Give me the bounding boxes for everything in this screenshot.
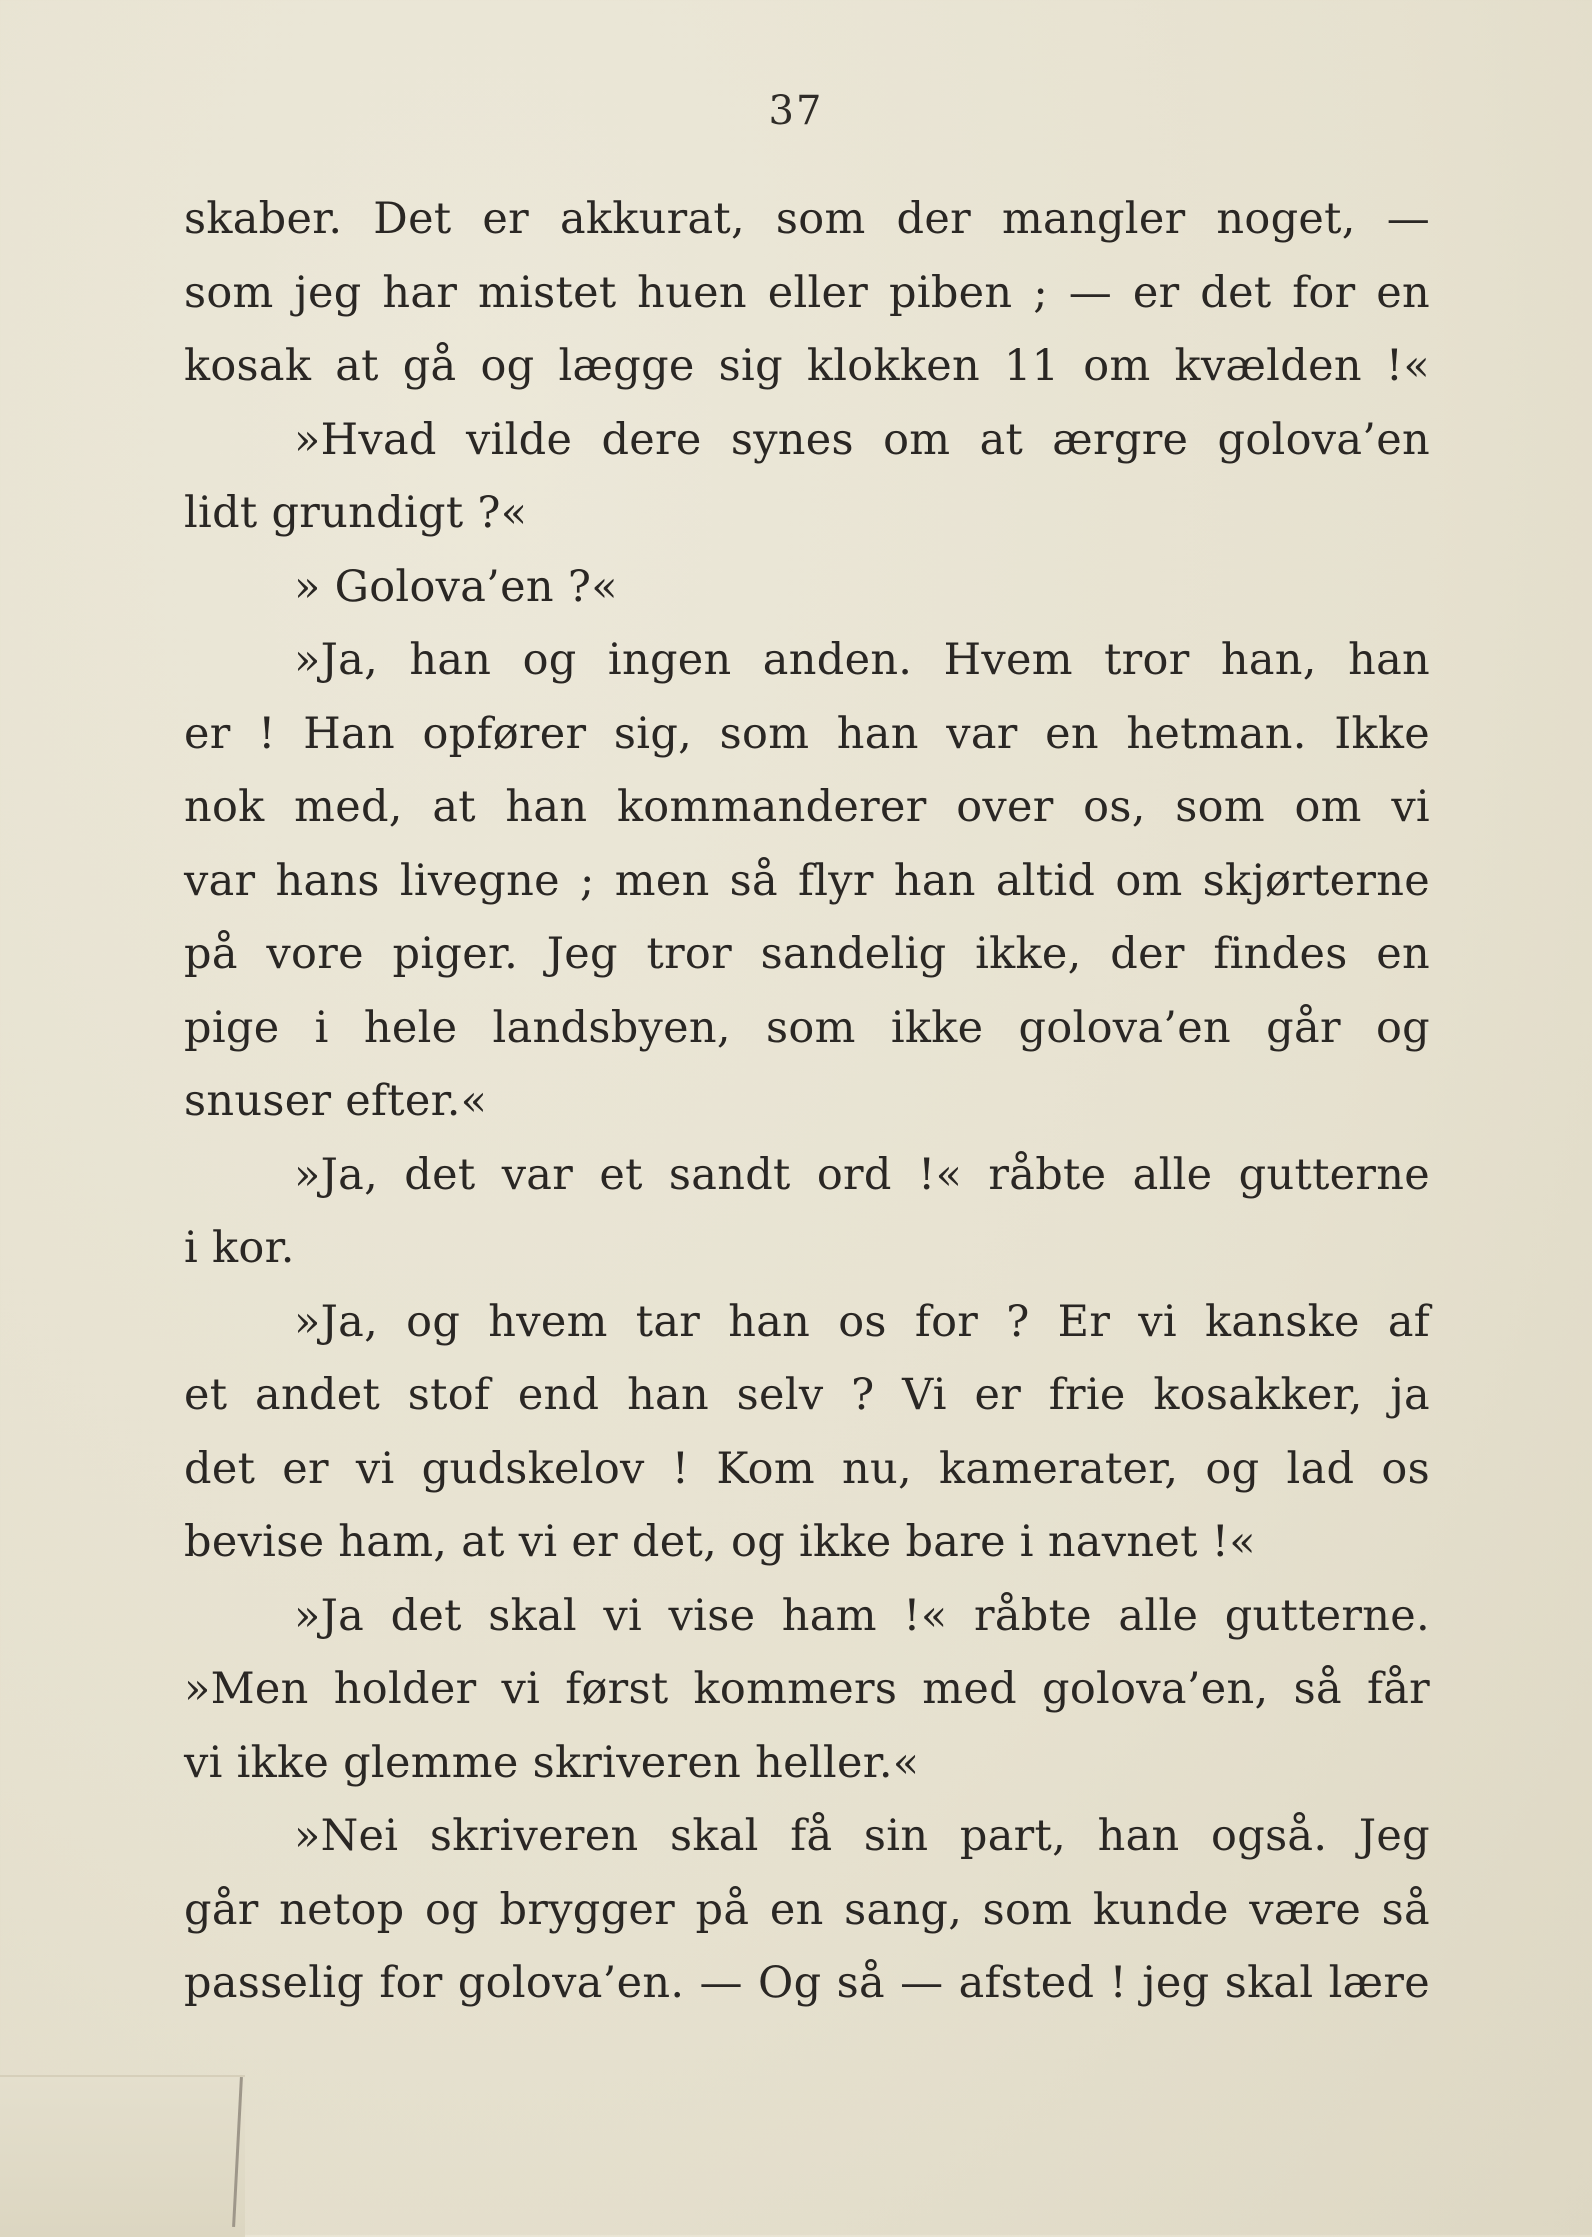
text-line: skaber. Det er akkurat, som der mangler noget, — [184, 194, 1430, 244]
page-number: 37 [768, 88, 824, 134]
text-line: pige i hele landsbyen, som ikke golova’en går og [184, 1002, 1430, 1053]
text-line: som jeg har mistet huen eller piben ; — er det for en [184, 267, 1430, 318]
text-line: bevise ham, at vi er det, og ikke bare i navnet !« [184, 1517, 1256, 1567]
text-line: passelig for golova’en. — Og så — afsted ! jeg skal lære [184, 1958, 1430, 2008]
text-line: » Golova’en ?« [294, 561, 618, 612]
text-line: er ! Han opfører sig, som han var en hetman. Ikke [184, 708, 1430, 759]
text-line: »Nei skriveren skal få sin part, han også. Jeg [294, 1811, 1430, 1861]
text-line: »Hvad vilde dere synes om at ærgre golova’en [294, 414, 1430, 465]
text-line: på vore piger. Jeg tror sandelig ikke, der findes en [184, 929, 1430, 979]
body-text [184, 183, 1430, 2021]
text-line: nok med, at han kommanderer over os, som om vi [184, 782, 1430, 832]
text-line: »Ja, og hvem tar han os for ? Er vi kanske af [294, 1296, 1430, 1347]
text-line: »Men holder vi først kommers med golova’en, så får [184, 1664, 1430, 1714]
text-line: vi ikke glemme skriveren heller.« [184, 1737, 920, 1788]
text-line: »Ja, det var et sandt ord !« råbte alle gutterne [294, 1149, 1430, 1200]
text-line: kosak at gå og lægge sig klokken 11 om kvælden !« [184, 341, 1430, 391]
text-line: »Ja det skal vi vise ham !« råbte alle gutterne. [294, 1590, 1430, 1641]
text-line: et andet stof end han selv ? Vi er frie kosakker, ja [184, 1370, 1430, 1420]
text-line: går netop og brygger på en sang, som kunde være så [184, 1884, 1430, 1935]
text-line: lidt grundigt ?« [184, 488, 528, 538]
text-line: det er vi gudskelov ! Kom nu, kamerater, og lad os [184, 1443, 1430, 1494]
text-line: snuser efter.« [184, 1076, 488, 1126]
text-line: i kor. [184, 1223, 295, 1273]
text-line: »Ja, han og ingen anden. Hvem tror han, han [294, 635, 1430, 685]
page-corner-mark [0, 2075, 245, 2237]
text-line: var hans livegne ; men så flyr han altid om skjørterne [184, 855, 1430, 906]
